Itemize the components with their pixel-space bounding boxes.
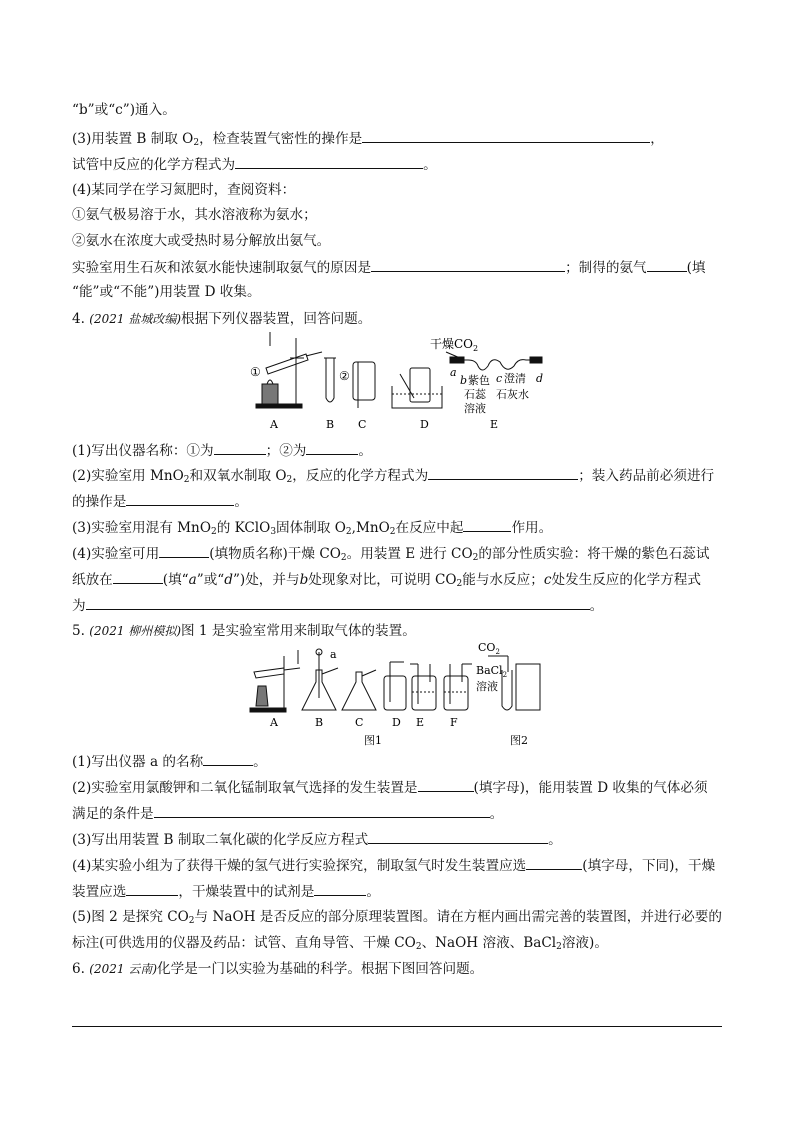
apparatus-a [256,332,322,408]
answer-blank[interactable] [526,856,582,870]
b-text2: 石蕊 [464,388,486,401]
q5-part4-line2: 装置应选 ，干燥装置中的试剂是 。 [72,884,380,900]
label-e: E [490,418,499,431]
q4-figure [250,332,550,432]
answer-blank[interactable] [362,129,650,143]
apparatus-f [444,664,472,710]
q3-part4: (4)某同学在学习氮肥时，查阅资料： [72,182,296,198]
q4-part2-line2: 的操作是 。 [72,494,248,510]
fig2-caption: 图2 [510,734,528,746]
q4-part4: (4)实验室可用 (填物质名称)干燥 $CO_2$。用装置 E 进行 $CO_2$的部分性质实验：将干燥的紫色石蕊试 [72,546,710,563]
q4-part2: (2)实验室用 MnO$_2$和双氧水制取 $O_2$，反应的化学方程式为 ；装入药品前必须进行 [72,468,715,485]
label-c: C [358,418,367,431]
label-f: F [450,716,458,729]
q3-part4-question: 实验室用生石灰和浓氨水能快速制取氨气的原因是 ；制得的氨气 (填 [72,260,706,276]
q5-figure [244,642,544,746]
dry-co2-label: 干燥$CO_2$ [430,337,479,353]
answer-blank[interactable] [647,258,687,272]
apparatus-d [392,368,442,408]
q5-part2: (2)实验室用氯酸钾和二氧化锰制取氧气选择的发生装置是 (填字母)，能用装置 D 收集的气体必须 [72,780,708,796]
answer-blank[interactable] [428,466,578,480]
label-c: C [355,716,364,729]
q4-part4-line3: 为 。 [72,598,604,614]
label-a: A [270,418,278,431]
q3-part3-line2: 试管中反应的化学方程式为 。 [72,157,437,173]
q5-heading: 5. (2021 柳州模拟)图 1 是实验室常用来制取气体的装置。 [72,623,416,639]
q5-part2-line2: 满足的条件是 。 [72,806,504,822]
apparatus-d [384,662,406,710]
apparatus-c [353,362,375,408]
answer-blank[interactable] [126,492,234,506]
point-c: c [496,372,503,385]
apparatus-e [410,664,436,710]
q5-part1: (1)写出仪器 a 的名称 。 [72,754,267,770]
fig1-caption: 图1 [364,734,382,746]
c-text2: 石灰水 [496,388,529,401]
answer-blank[interactable] [371,258,565,272]
q5-part3: (3)写出用装置 B 制取二氧化碳的化学反应方程式 。 [72,832,562,848]
q4-heading: 4. (2021 盐城改编)根据下列仪器装置，回答问题。 [72,311,372,327]
marker-2: ② [339,369,350,383]
q5-part5-line2: 标注(可供选用的仪器及药品：试管、直角导管、干燥 $CO_2$、NaOH 溶液、BaCl$_2$溶液)。 [72,935,608,952]
q4-part1: (1)写出仪器名称：①为 ；②为 。 [72,443,372,459]
q3-part4-question-line2: “能”或“不能”)用装置 D 收集。 [72,284,261,300]
answer-blank[interactable] [214,441,266,455]
q5-part4: (4)某实验小组为了获得干燥的氢气进行实验探究，制取氢气时发生装置应选 (填字母，下同)，干燥 [72,858,716,874]
point-a: a [450,366,457,379]
label-e: E [416,716,425,729]
q3-part4-item1: ①氨气极易溶于水，其水溶液称为氨水； [72,207,317,223]
answer-blank[interactable] [314,882,366,896]
marker-1: ① [250,365,261,379]
q4-part3: (3)实验室用混有 MnO$_2$的 KClO$_3$固体制取 $O_2,MnO_2$在反应中起 作用。 [72,520,553,537]
apparatus-c [342,670,376,710]
answer-blank[interactable] [203,752,253,766]
answer-blank[interactable] [159,544,209,558]
co2-label: $CO_2$ [478,642,500,656]
answer-blank[interactable] [126,882,178,896]
answer-blank[interactable] [368,830,548,844]
bacl2-label: BaCl$_2$ [476,664,508,679]
answer-blank[interactable] [418,778,474,792]
answer-blank[interactable] [306,441,358,455]
answer-blank[interactable] [463,518,511,532]
label-d: D [392,716,401,729]
q4-part4-line2: 纸放在 (填“a”或“d”)处，并与b处现象对比，可说明 $CO_2$能与水反应；c处发生反应的化学方程式 [72,572,701,589]
c-text1: 澄清 [504,372,526,385]
q3-part3: (3)用装置 B 制取 $O_2$，检查装置气密性的操作是 ， [72,131,664,148]
point-a: a [330,648,337,661]
answer-blank[interactable] [113,570,163,584]
label-b: B [326,418,335,431]
point-d: d [536,372,544,385]
label-b: B [315,716,324,729]
q3-part4-item2: ②氨水在浓度大或受热时易分解放出氨气。 [72,233,331,249]
q5-part5: (5)图 2 是探究 $CO_2$与 NaOH 是否反应的部分原理装置图。请在方框内画出需完善的装置图，并进行必要的 [72,909,722,926]
page-footer-rule [72,1026,722,1027]
solution-label: 溶液 [476,680,498,693]
q3-line-0: “b”或“c”)通入。 [72,102,176,118]
apparatus-e [446,352,542,370]
answer-blank[interactable] [235,155,423,169]
answer-blank[interactable] [86,596,590,610]
b-text1: 紫色 [468,374,490,387]
apparatus-b [324,358,336,402]
answer-blank[interactable] [154,804,490,818]
label-d: D [420,418,429,431]
label-a: A [270,716,278,729]
q6-heading: 6. (2021 云南)化学是一门以实验为基础的科学。根据下图回答问题。 [72,961,484,977]
apparatus-a [250,650,300,712]
b-text3: 溶液 [464,402,486,415]
point-b: b [460,374,468,387]
